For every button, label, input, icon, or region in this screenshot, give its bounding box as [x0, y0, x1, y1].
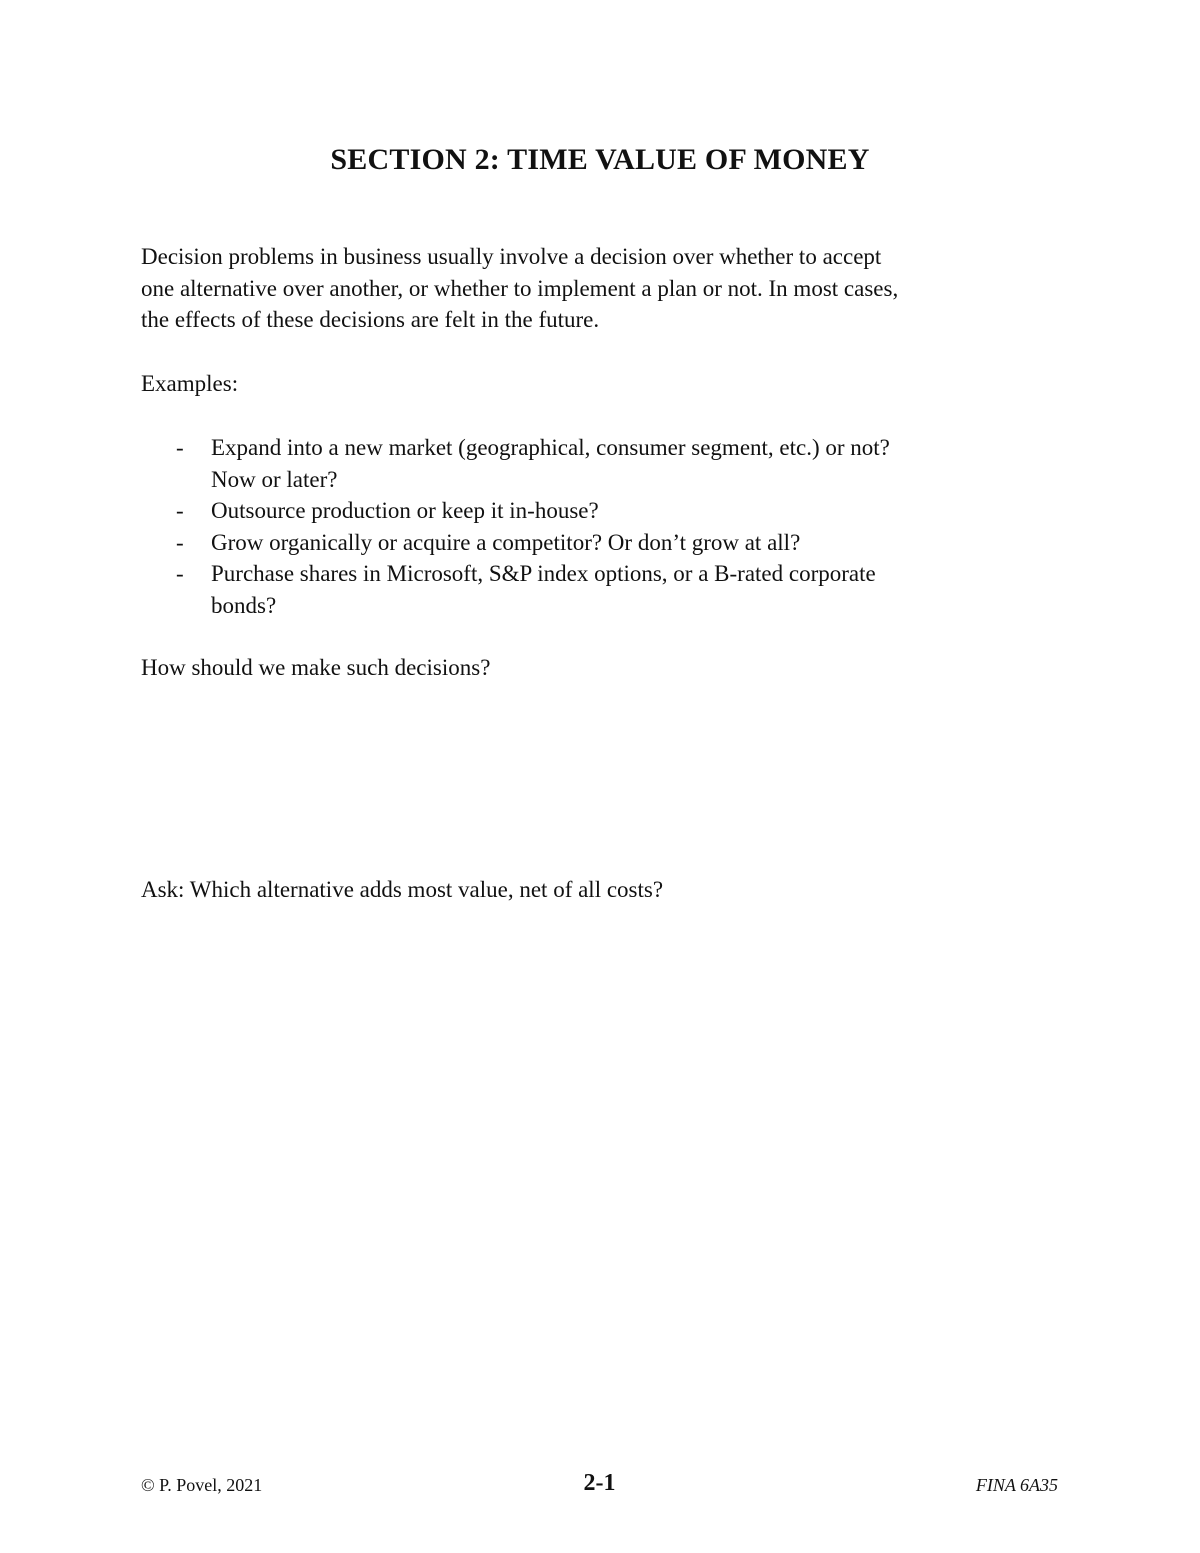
list-item — [141, 527, 1071, 559]
ask-text: Ask: Which alternative adds most value, net of all costs? — [141, 877, 664, 902]
intro-line: the effects of these decisions are felt in the future. — [141, 307, 600, 332]
list-item-text: bonds? — [211, 592, 277, 618]
examples-label: Examples: — [141, 371, 239, 396]
intro-line: Decision problems in business usually involve a decision over whether to accept — [141, 244, 882, 269]
list-dash: - — [176, 561, 184, 586]
list-item — [141, 558, 1071, 621]
intro-line: one alternative over another, or whether to implement a plan or not. In most cases, — [141, 275, 899, 301]
list-item-text: Outsource production or keep it in-house? — [211, 498, 599, 523]
list-item-text: Expand into a new market (geographical, consumer segment, etc.) or not? — [211, 435, 890, 460]
list-item — [141, 432, 1071, 495]
list-item-text: Purchase shares in Microsoft, S&P index options, or a B-rated corporate — [211, 561, 876, 586]
page-title: SECTION 2: TIME VALUE OF MONEY — [330, 143, 870, 176]
question-text: How should we make such decisions? — [141, 655, 491, 680]
footer-page-number: 2-1 — [583, 1470, 616, 1496]
intro-paragraph — [141, 241, 1071, 336]
list-dash: - — [176, 498, 184, 523]
footer-course-code: FINA 6A35 — [975, 1475, 1058, 1495]
footer-copyright: © P. Povel, 2021 — [141, 1475, 263, 1495]
page-footer — [141, 1470, 1058, 1500]
list-dash: - — [176, 435, 184, 460]
list-item-text: Grow organically or acquire a competitor? Or don’t grow at all? — [211, 529, 801, 555]
examples-list — [141, 432, 1071, 621]
list-item-text: Now or later? — [211, 466, 338, 492]
list-item — [141, 495, 1071, 527]
list-dash: - — [176, 529, 184, 555]
